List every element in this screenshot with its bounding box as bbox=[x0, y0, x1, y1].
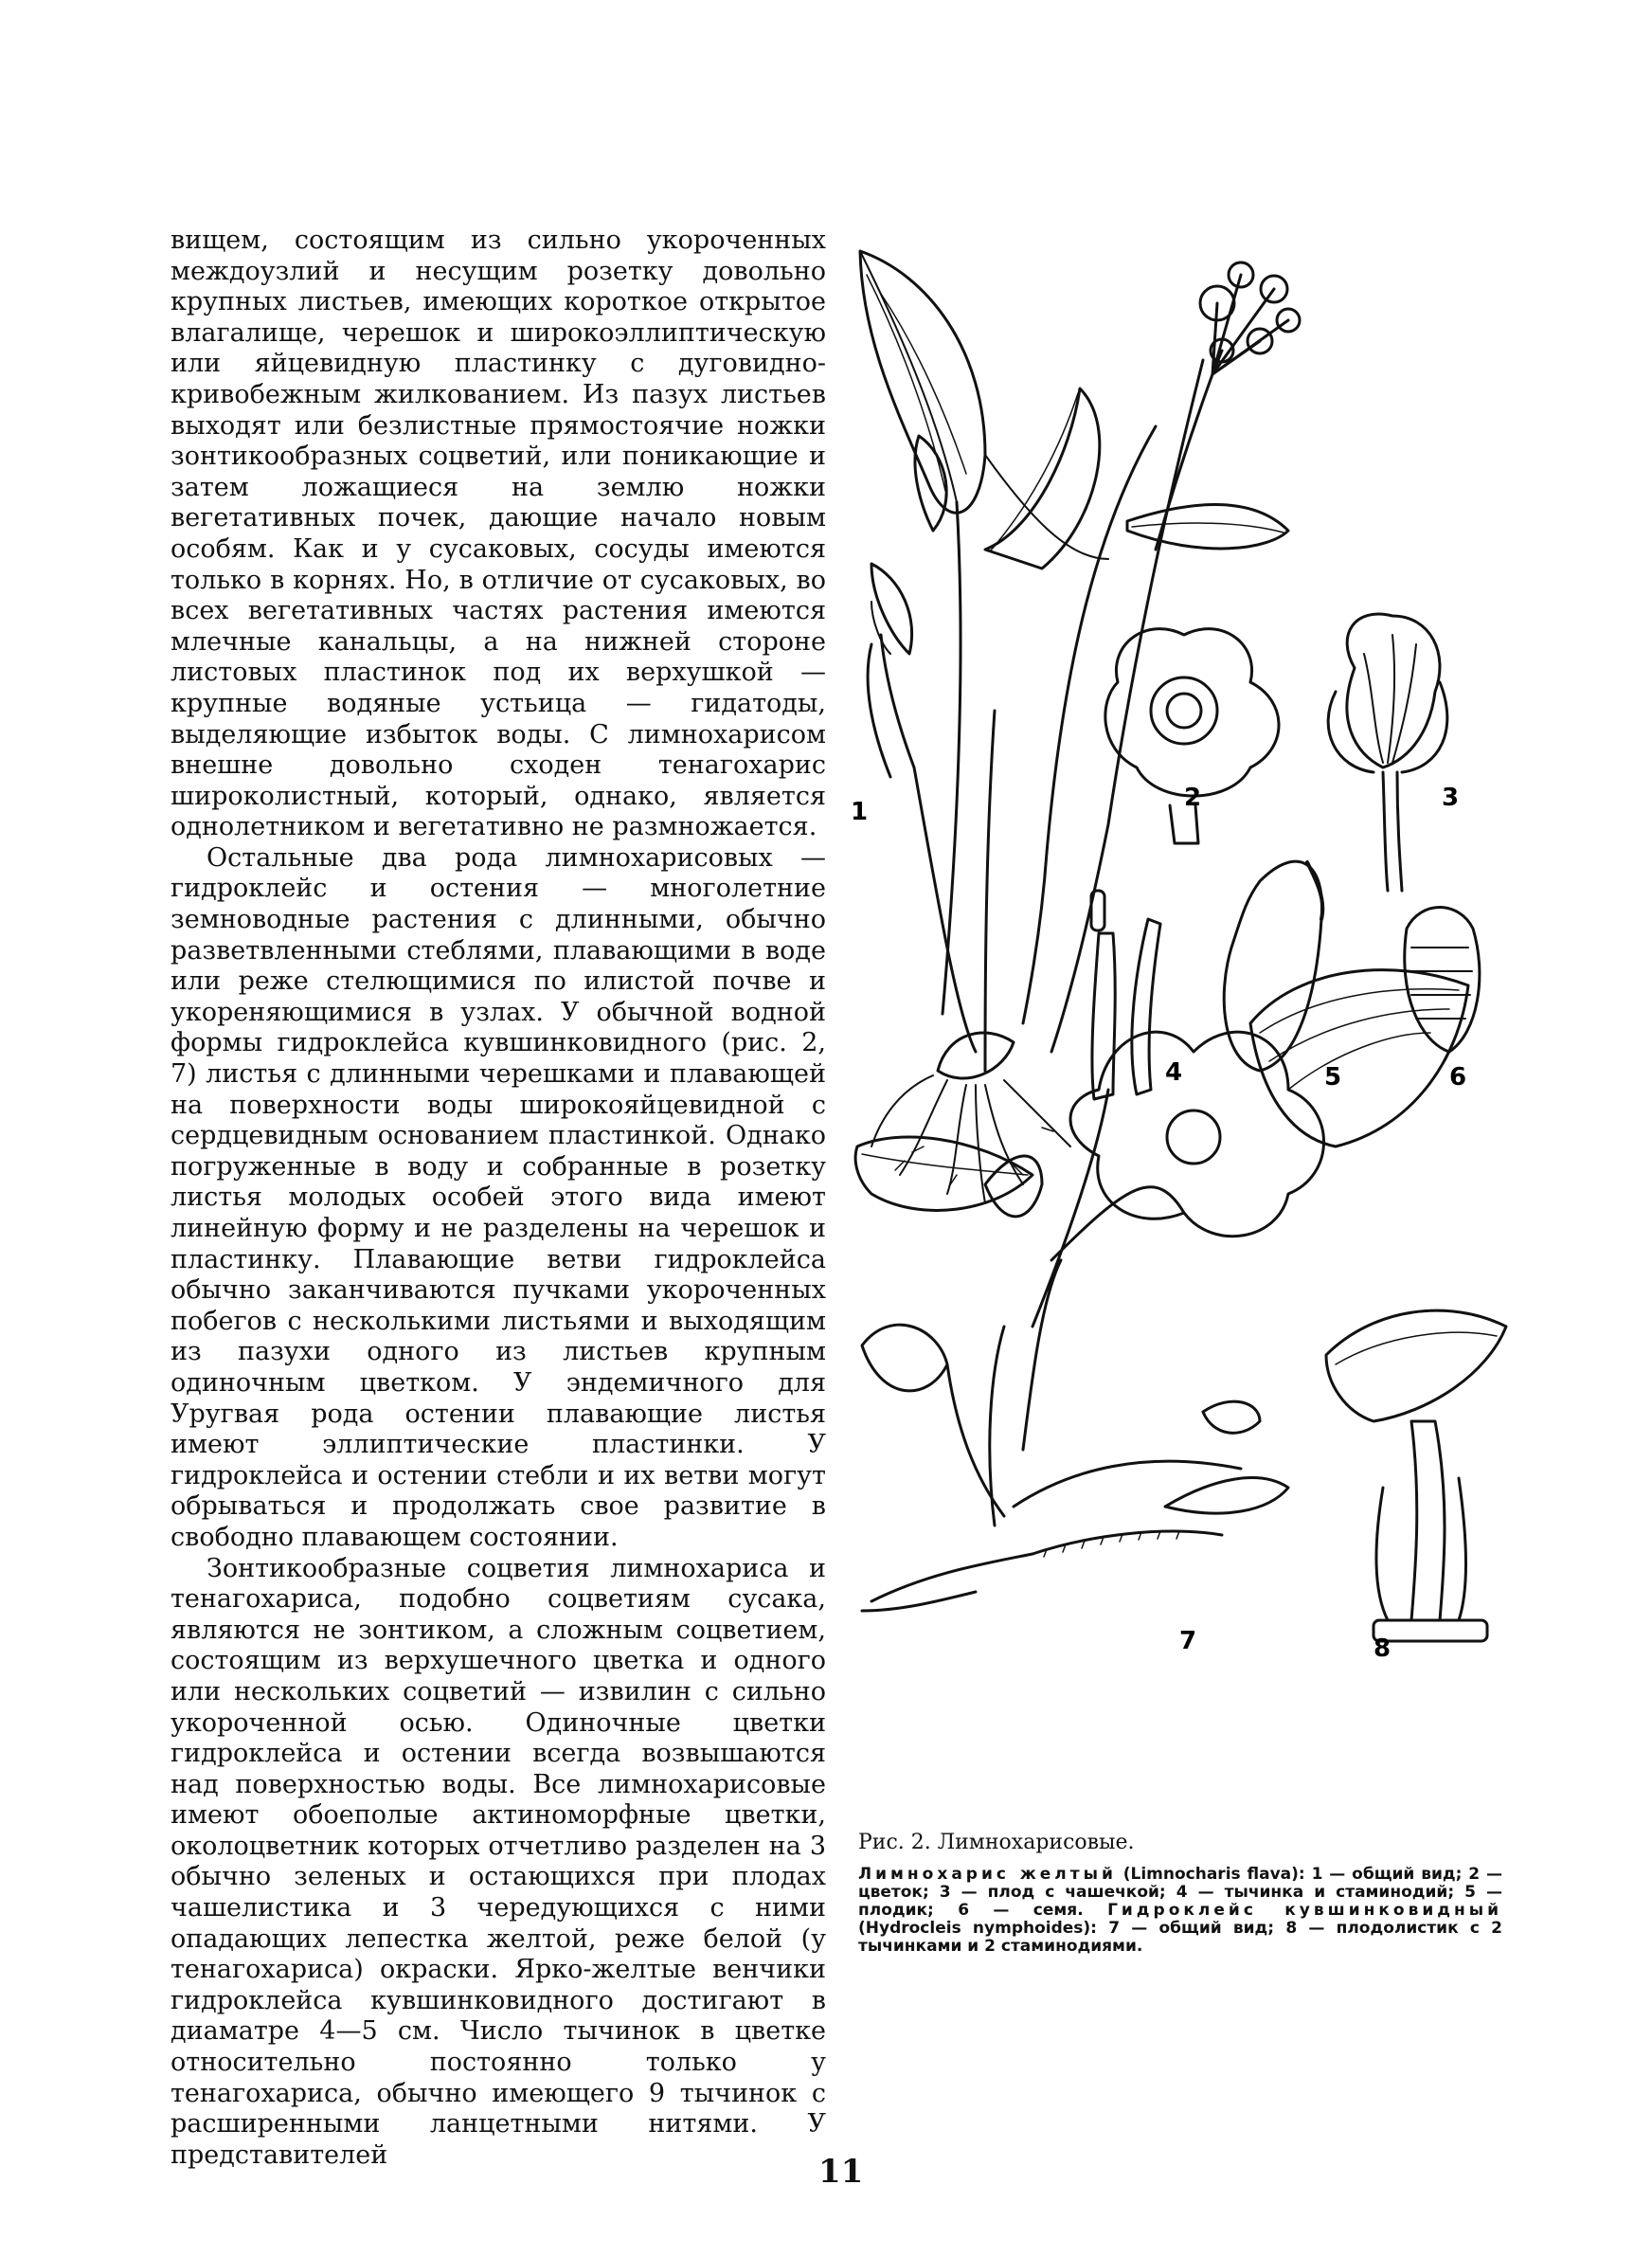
caption-species-2: Гидроклейс кувшинковидный bbox=[1107, 1901, 1503, 1920]
fig-label-7: 7 bbox=[1179, 1627, 1197, 1655]
fig-label-5: 5 bbox=[1324, 1063, 1342, 1092]
botanical-illustration bbox=[843, 237, 1525, 1696]
fig-label-4: 4 bbox=[1165, 1058, 1183, 1087]
plant-1-drawing bbox=[860, 251, 1300, 1203]
fig-label-3: 3 bbox=[1442, 784, 1460, 812]
plant-7-drawing bbox=[855, 970, 1468, 1611]
figure-caption bbox=[858, 1831, 1502, 1956]
fig-label-6: 6 bbox=[1449, 1063, 1467, 1092]
paragraph-1: вищем, состоящим из сильно укороченных междоузлий и несущим розетку довольно крупных листьев, имеющих короткое открытое влагалище, черешок и широкоэллиптическую или яйцевидную пластинку с дуговидно-кривобежным жилкованием. Из пазух листьев выходят или безлистные прямостоячие ножки зонтикообразных соцветий, или поникающие и затем ложащиеся на землю ножки вегетативных почек, дающие начало новым особям. Как и у сусаковых, сосуды имеются только в корнях. Но, в отличие от сусаковых, во всех вегетативных частях растения имеются млечные канальцы, а на нижней стороне листовых пластинок под их верхушкой — крупные водяные устьица — гидатоды, выделяющие избыток воды. С лимнохарисом внешне довольно сходен тенагохарис широколистный, который, однако, является однолетником и вегетативно не размножается. bbox=[171, 226, 826, 842]
page-number: 11 bbox=[818, 2153, 864, 2191]
paragraph-2: Остальные два рода лимнохарисовых — гидроклейс и остения — многолетние земноводные растения с длинными, обычно разветвленными стеблями, плавающими в воде или реже стелющимися по илистой почве и укореняющимися в узлах. У обычной водной формы гидроклейса кувшинковидного (рис. 2, 7) листья с длинными черешками и плавающей на поверхности воды широкояйцевидной с сердцевидным основанием пластинкой. Однако погруженные в воду и собранные в розетку листья молодых особей этого вида имеют линейную форму и не разделены на черешок и пластинку. Плавающие ветви гидроклейса обычно заканчиваются пучками укороченных побегов с несколькими листьями и выходящим из пазухи одного из листьев крупным одиночным цветком. У эндемичного для Уругвая рода остении плавающие листья имеют эллиптические пластинки. У гидроклейса и остении стебли и их ветви могут обрываться и продолжать свое развитие в свободно плавающем состоянии. bbox=[171, 842, 826, 1552]
fig-label-2: 2 bbox=[1184, 784, 1202, 812]
stamen-4-drawing bbox=[1091, 891, 1160, 1099]
caption-part-1: (Limnocharis flava): 1 — общий вид; 2 — цветок; 3 — плод с чашечкой; 4 — тычинка и стаминодий; 5 — плодик; 6 — семя. bbox=[858, 1865, 1502, 1920]
caption-title: Рис. 2. Лимнохарисовые. bbox=[858, 1831, 1135, 1854]
body-text-column bbox=[171, 226, 826, 2171]
fruit-3-drawing bbox=[1328, 614, 1447, 891]
caption-species-1: Лимнохарис желтый bbox=[858, 1865, 1117, 1884]
fig-label-1: 1 bbox=[851, 798, 869, 826]
paragraph-3: Зонтикообразные соцветия лимнохариса и тенагохариса, подобно соцветиям сусака, являются не зонтиком, а сложным соцветием, состоящим из верхушечного цветка и одного или нескольких соцветий — извилин с сильно укороченной осью. Одиночные цветки гидроклейса и остении всегда возвышаются над поверхностью воды. Все лимнохарисовые имеют обоеполые актиноморфные цветки, околоцветник которых отчетливо разделен на 3 обычно зеленых и остающихся при плодах чашелистика и 3 чередующихся с ними опадающих лепестка желтой, реже белой (у тенагохариса) окраски. Ярко-желтые венчики гидроклейса кувшинковидного достигают в диаматре 4—5 см. Число тычинок в цветке относительно постоянно только у тенагохариса, обычно имеющего 9 тычинок с расширенными ланцетными нитями. У представителей bbox=[171, 1553, 826, 2170]
fig-label-8: 8 bbox=[1374, 1634, 1392, 1663]
caption-part-2: (Hydrocleis nymphoides): 7 — общий вид; 8 — плодолистик с 2 тычинками и 2 стаминодиями. bbox=[858, 1919, 1502, 1956]
carpel-8-drawing bbox=[1326, 1310, 1506, 1641]
seed-6-drawing bbox=[1405, 908, 1480, 1053]
caption-body bbox=[858, 1866, 1502, 1956]
